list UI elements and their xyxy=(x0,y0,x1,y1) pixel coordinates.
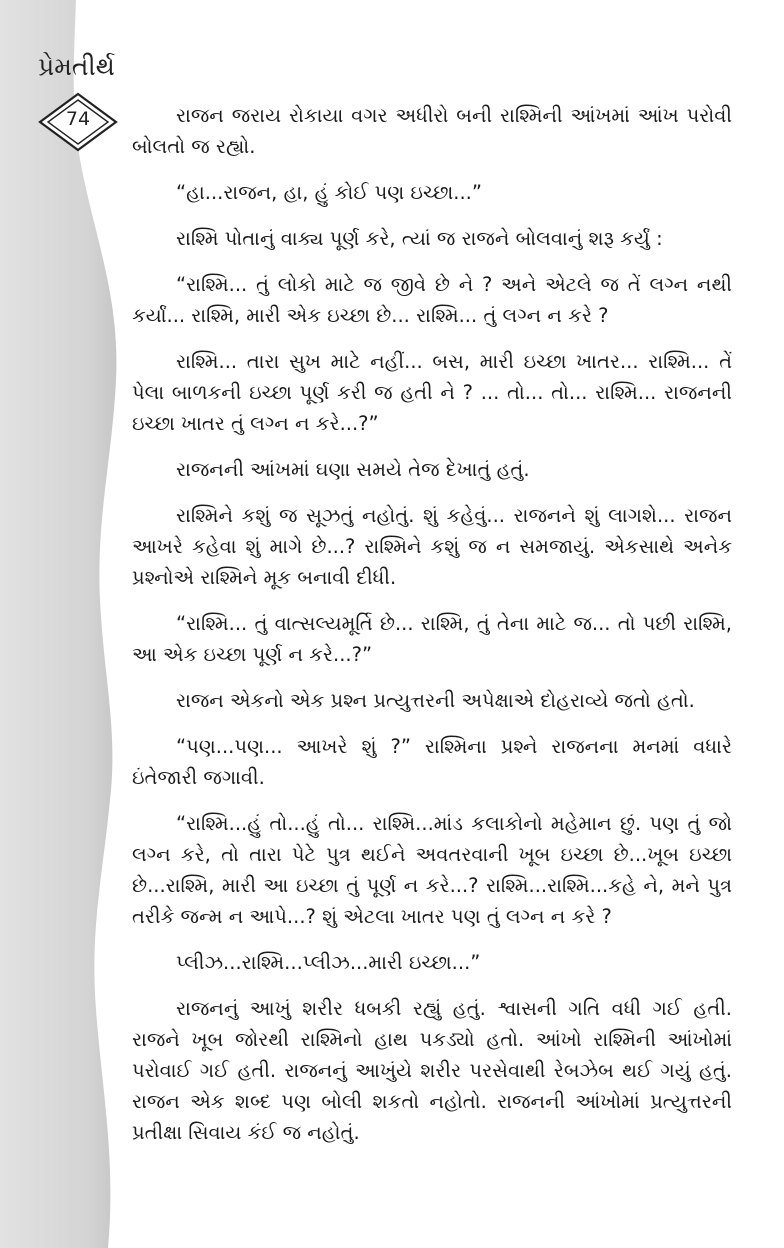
paragraph: “હા...રાજન, હા, હું કોઈ પણ ઇચ્છા...” xyxy=(176,181,482,204)
paragraph: “રાશ્મિ... તું વાત્સલ્યમૂર્તિ છે... રાશ્મિ, તું તેના માટે જ... તો પછી રાશ્મિ, આ એક ઇચ્છા પૂર્ણ ન કરે...?” xyxy=(132,612,732,666)
paragraph: પ્લીઝ...રાશ્મિ...પ્લીઝ...મારી ઇચ્છા...” xyxy=(176,951,481,974)
paragraph: “રાશ્મિ... તું લોકો માટે જ જીવે છે ને ? અને એટલે જ તેં લગ્ન નથી કર્યાં... રાશ્મિ, મારી એક ઇચ્છા છે... રાશ્મિ... તું લગ્ન ન કરે ? xyxy=(132,273,732,327)
paragraph: “પણ...પણ... આખરે શું ?” રાશ્મિના પ્રશ્ને રાજનના મનમાં વધારે ઇંતેજારી જગાવી. xyxy=(132,735,732,789)
book-title: પ્રેમતીર્થ xyxy=(38,52,115,81)
body-text xyxy=(132,100,732,1163)
paragraph: રાજનની આંખમાં ઘણા સમયે તેજ દેખાતું હતું. xyxy=(176,458,530,481)
page-number: 74 xyxy=(65,108,91,130)
paragraph: રાશ્મિને કશું જ સૂઝતું નહોતું. શું કહેવું... રાજનને શું લાગશે... રાજન આખરે કહેવા શું માગે છે...? રાશ્મિને કશું જ ન સમજાયું. એકસાથે અનેક પ્રશ્નોએ રાશ્મિને મૂક બનાવી દીધી. xyxy=(132,504,732,589)
paragraph: રાજન એકનો એક પ્રશ્ન પ્રત્યુત્તરની અપેક્ષાએ દોહરાવ્યે જતો હતો. xyxy=(176,689,695,712)
paragraph: રાજનનું આખું શરીર ધબકી રહ્યું હતું. શ્વાસની ગતિ વધી ગઈ હતી. રાજને ખૂબ જોરથી રાશ્મિનો હાથ પકડ્યો હતો. આંખો રાશ્મિની આંખોમાં પરોવાઈ ગઈ હતી. રાજનનું આખુંયે શરીર પરસેવાથી રેબઝેબ થઈ ગયું હતું. રાજન એક શબ્દ પણ બોલી શકતો નહોતો. રાજનની આંખોમાં પ્રત્યુત્તરની પ્રતીક્ષા સિવાય કંઈ જ નહોતું. xyxy=(132,997,732,1144)
paragraph: રાજન જરાય રોકાયા વગર અધીરો બની રાશ્મિની આંખમાં આંખ પરોવી બોલતો જ રહ્યો. xyxy=(132,104,732,158)
paragraph: “રાશ્મિ...હું તો...હું તો... રાશ્મિ...માંડ કલાકોનો મહેમાન છું. પણ તું જો લગ્ન કરે, તો તારા પેટે પુત્ર થઈને અવતરવાની ખૂબ ઇચ્છા છે...ખૂબ ઇચ્છા છે...રાશ્મિ, મારી આ ઇચ્છા તું પૂર્ણ ન કરે...? રાશ્મિ...રાશ્મિ...કહે ને, મને પુત્ર તરીકે જન્મ ન આપે...? શું એટલા ખાતર પણ તું લગ્ન ન કરે ? xyxy=(132,812,732,928)
paragraph: રાશ્મિ... તારા સુખ માટે નહીં... બસ, મારી ઇચ્છા ખાતર... રાશ્મિ... તેં પેલા બાળકની ઇચ્છા પૂર્ણ કરી જ હતી ને ? ... તો... તો... રાશ્મિ... રાજનની ઇચ્છા ખાતર તું લગ્ન ન કરે...?” xyxy=(132,350,732,435)
paragraph: રાશ્મિ પોતાનું વાક્ય પૂર્ણ કરે, ત્યાં જ રાજને બોલવાનું શરૂ કર્યું : xyxy=(176,227,663,250)
